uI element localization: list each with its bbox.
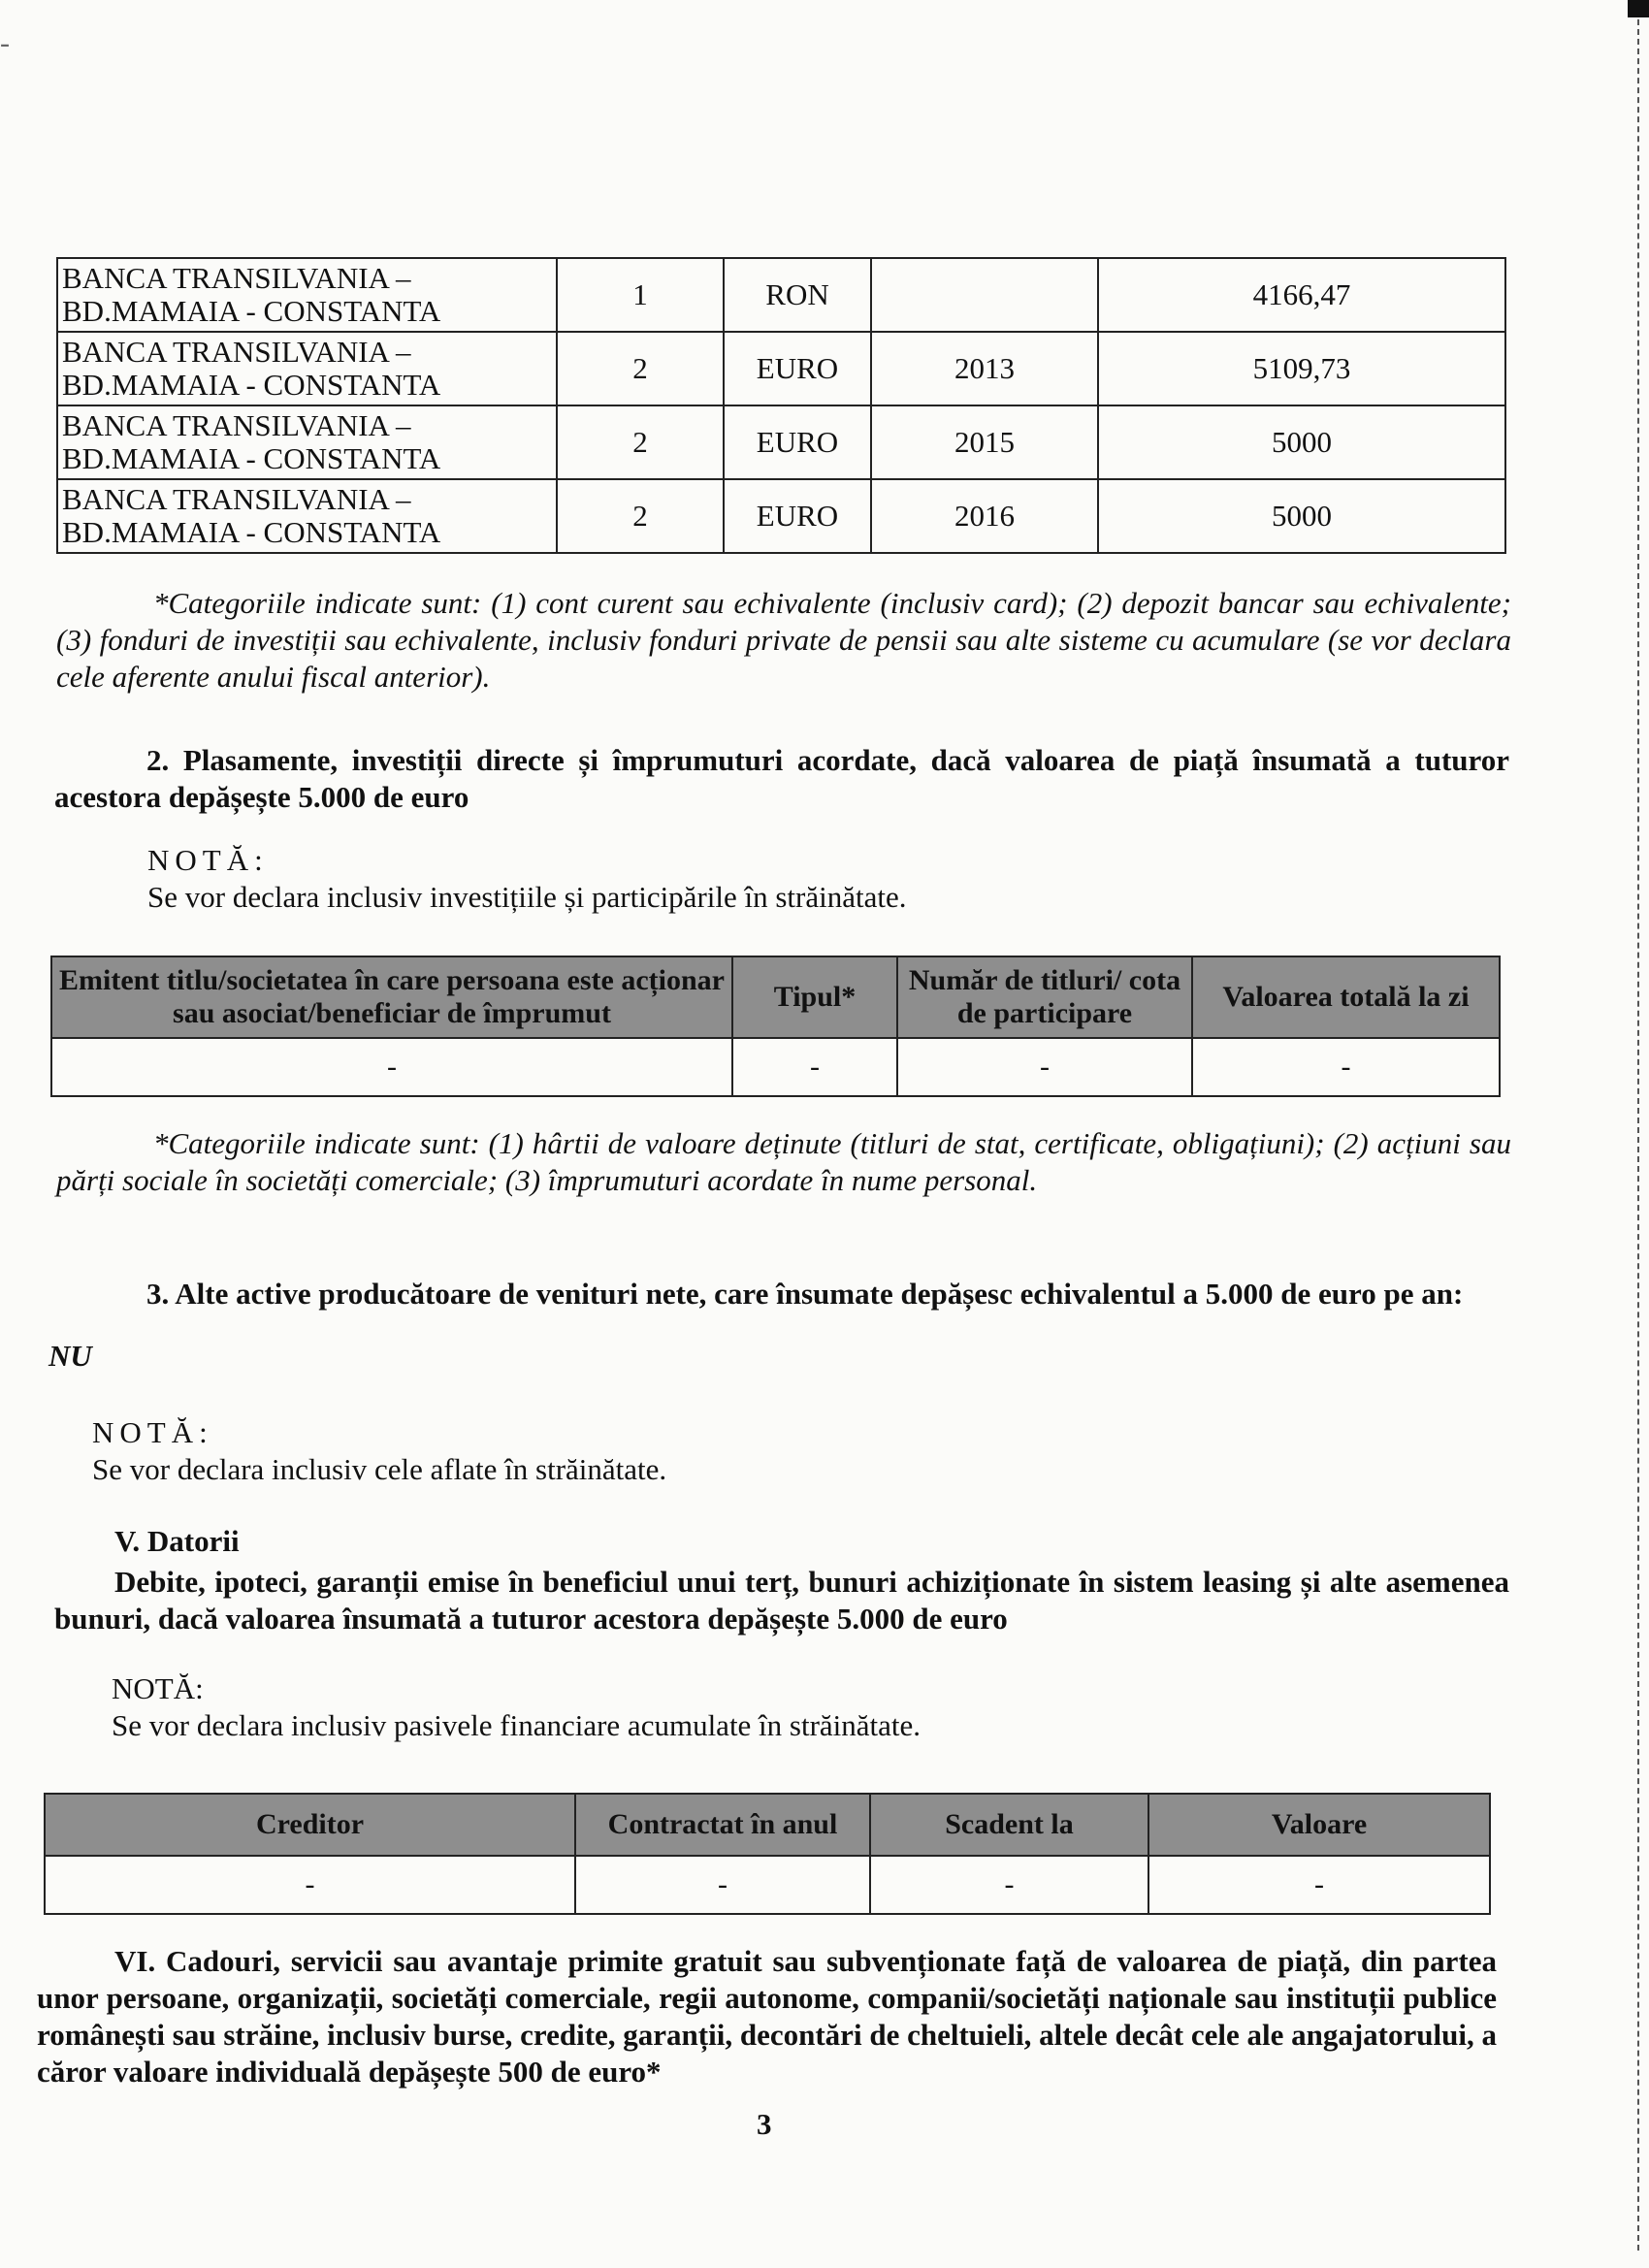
header-valoare: Valoare bbox=[1148, 1794, 1490, 1856]
section-3-heading: 3. Alte active producătoare de venituri nete, care însumate depășesc echivalentul a 5.000 de euro pe an: bbox=[146, 1277, 1464, 1311]
bank-name-line: BD.MAMAIA - CONSTANTA bbox=[62, 441, 441, 475]
header-emitent: Emitent titlu/societatea în care persoana este acționar sau asociat/beneficiar de împrumut bbox=[51, 956, 732, 1038]
bank-accounts-table bbox=[56, 257, 1506, 554]
bank-name-line: BANCA TRANSILVANIA – bbox=[62, 408, 411, 442]
cell-year bbox=[871, 258, 1098, 332]
section-3-nota bbox=[92, 1414, 666, 1488]
bank-name-line: BANCA TRANSILVANIA – bbox=[62, 482, 411, 516]
table-row bbox=[57, 479, 1505, 553]
table-row bbox=[57, 405, 1505, 479]
cell-currency: EURO bbox=[724, 405, 871, 479]
table-row bbox=[45, 1856, 1490, 1914]
nota-text: Se vor declara inclusiv investițiile și participările în străinătate. bbox=[147, 880, 907, 914]
header-contractat: Contractat în anul bbox=[575, 1794, 870, 1856]
nota-label: NOTĂ: bbox=[92, 1415, 213, 1449]
cell-category: 1 bbox=[557, 258, 724, 332]
header-tipul: Tipul* bbox=[732, 956, 897, 1038]
nota-text: Se vor declara inclusiv cele aflate în străinătate. bbox=[92, 1452, 667, 1486]
accounts-categories-note: *Categoriile indicate sunt: (1) cont curent sau echivalente (inclusiv card); (2) depozit bancar sau echivalente; (3) fonduri de investiții sau echivalente, inclusiv fonduri private de pensii sau alte sisteme cu acumulare (se vor declara cele aferente anului fiscal anterior). bbox=[56, 586, 1511, 694]
cell-tipul: - bbox=[732, 1038, 897, 1096]
table-row bbox=[57, 332, 1505, 405]
scan-edge-mark bbox=[1628, 0, 1649, 17]
section-5-heading: Debite, ipoteci, garanții emise în beneficiul unui terț, bunuri achiziționate în sistem leasing și alte asemenea bunuri, dacă valoarea însumată a tuturor acestora depășește 5.000 de euro bbox=[54, 1565, 1509, 1636]
cell-currency: RON bbox=[724, 258, 871, 332]
section-2-footnote: *Categoriile indicate sunt: (1) hârtii de valoare deținute (titluri de stat, certificate, obligațiuni); (2) acțiuni sau părți sociale în societăți comerciale; (3) împrumuturi acordate în nume personal. bbox=[56, 1126, 1511, 1197]
cell-category: 2 bbox=[557, 479, 724, 553]
cell-year: 2016 bbox=[871, 479, 1098, 553]
debts-table bbox=[44, 1793, 1491, 1915]
header-valoare: Valoarea totală la zi bbox=[1192, 956, 1500, 1038]
bank-name-line: BD.MAMAIA - CONSTANTA bbox=[62, 515, 441, 549]
section-6-heading: VI. Cadouri, servicii sau avantaje primite gratuit sau subvenționate față de valoarea de piață, din partea unor persoane, organizații, societăți comerciale, regii autonome, companii/societăți naționale sau instituții publice românești sau străine, inclusiv burse, credite, garanții, decontări de cheltuieli, altele decât cele ale angajatorului, a căror valoare individuală depășește 500 de euro* bbox=[37, 1944, 1497, 2089]
nota-label: NOTĂ: bbox=[147, 843, 269, 877]
section-5-nota bbox=[112, 1670, 921, 1744]
cell-year: 2013 bbox=[871, 332, 1098, 405]
cell-scadent: - bbox=[870, 1856, 1148, 1914]
table-header-row bbox=[51, 956, 1500, 1038]
cell-value: 4166,47 bbox=[1098, 258, 1505, 332]
bank-name-line: BANCA TRANSILVANIA – bbox=[62, 335, 411, 369]
cell-category: 2 bbox=[557, 405, 724, 479]
cell-contractat: - bbox=[575, 1856, 870, 1914]
section-2-nota bbox=[147, 842, 907, 916]
bank-name-line: BD.MAMAIA - CONSTANTA bbox=[62, 294, 441, 328]
cell-valoare: - bbox=[1192, 1038, 1500, 1096]
section-2-heading: 2. Plasamente, investiții directe și împrumuturi acordate, dacă valoarea de piață însumată a tuturor acestora depășește 5.000 de euro bbox=[54, 743, 1509, 814]
cell-currency: EURO bbox=[724, 332, 871, 405]
bank-name-line: BANCA TRANSILVANIA – bbox=[62, 261, 411, 295]
header-scadent: Scadent la bbox=[870, 1794, 1148, 1856]
header-creditor: Creditor bbox=[45, 1794, 575, 1856]
nota-text: Se vor declara inclusiv pasivele financiare acumulate în străinătate. bbox=[112, 1708, 922, 1742]
cell-value: 5109,73 bbox=[1098, 332, 1505, 405]
cell-creditor: - bbox=[45, 1856, 575, 1914]
cell-currency: EURO bbox=[724, 479, 871, 553]
cell-valoare: - bbox=[1148, 1856, 1490, 1914]
section-5-title: V. Datorii bbox=[114, 1524, 240, 1558]
cell-year: 2015 bbox=[871, 405, 1098, 479]
scan-border-line bbox=[1637, 19, 1639, 2251]
cell-bank bbox=[57, 258, 557, 332]
cell-bank bbox=[57, 332, 557, 405]
bank-name-line: BD.MAMAIA - CONSTANTA bbox=[62, 368, 441, 402]
table-row bbox=[57, 258, 1505, 332]
investments-table bbox=[50, 956, 1501, 1097]
page-number: 3 bbox=[757, 2107, 772, 2141]
cell-category: 2 bbox=[557, 332, 724, 405]
cell-bank bbox=[57, 405, 557, 479]
scan-tick-mark: - bbox=[0, 27, 10, 59]
cell-numar: - bbox=[897, 1038, 1192, 1096]
cell-value: 5000 bbox=[1098, 479, 1505, 553]
header-numar: Număr de titluri/ cota de participare bbox=[897, 956, 1192, 1038]
section-3-answer: NU bbox=[48, 1339, 92, 1373]
nota-label: NOTĂ: bbox=[112, 1671, 204, 1705]
cell-emitent: - bbox=[51, 1038, 732, 1096]
table-header-row bbox=[45, 1794, 1490, 1856]
table-row bbox=[51, 1038, 1500, 1096]
cell-value: 5000 bbox=[1098, 405, 1505, 479]
cell-bank bbox=[57, 479, 557, 553]
